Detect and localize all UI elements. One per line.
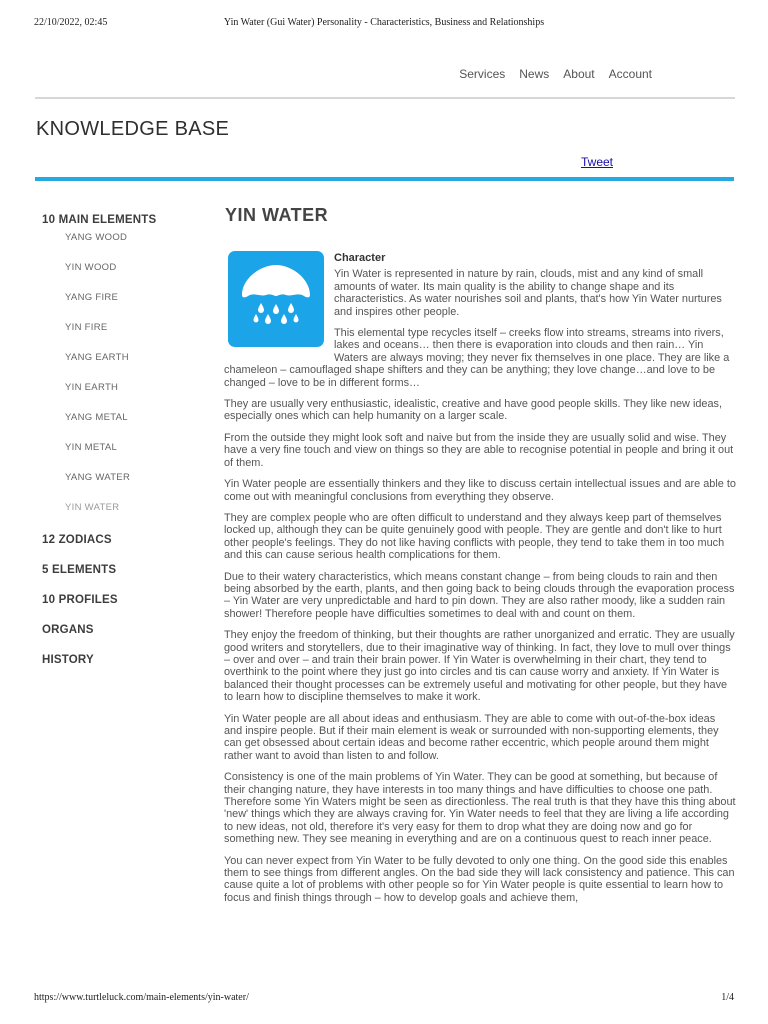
- sidebar-subitem-yin-metal[interactable]: YIN METAL: [65, 442, 118, 453]
- print-url: https://www.turtleluck.com/main-elements/yin-water/: [34, 992, 249, 1003]
- sidebar-item-5-elements[interactable]: 5 ELEMENTS: [42, 564, 117, 576]
- nav-services[interactable]: Services: [459, 67, 506, 81]
- sidebar-subitem-yang-metal[interactable]: YANG METAL: [65, 412, 128, 423]
- article-paragraph: They are usually very enthusiastic, idealistic, creative and have good people skills. They like new ideas, especially ones which can help humanity on a larger scale.: [224, 398, 723, 423]
- nav-about[interactable]: About: [563, 67, 595, 81]
- print-footer: [0, 992, 768, 1008]
- top-nav: [459, 67, 652, 81]
- nav-news[interactable]: News: [519, 67, 550, 81]
- article-paragraph: Yin Water people are all about ideas and enthusiasm. They are able to come with out-of-the-box ideas and inspire people. But if their main element is weak or surrounded with non-supporting elements, they can get obsessed about certain ideas and become rather eccentric, which people around them might rather want to avoid than listen to and follow.: [224, 712, 719, 762]
- article-paragraph: Yin Water people are essentially thinkers and they like to discuss certain intellectual issues and are able to come out with meaningful conclusions from everything they observe.: [224, 478, 736, 503]
- article-heading: YIN WATER: [225, 205, 329, 225]
- sidebar-subitem-yin-fire[interactable]: YIN FIRE: [65, 322, 108, 333]
- sidebar-item-12-zodiacs[interactable]: 12 ZODIACS: [42, 534, 112, 546]
- article-paragraph: They are complex people who are often difficult to understand and they always keep part of themselves locked up, although they can be quite genuinely good with people. They are gentle and don't like to hurt other people's feelings. They do not like having conflicts with people, they tend to take them in too much and this can cause serious health complications for them.: [224, 511, 725, 562]
- nav-account[interactable]: Account: [608, 67, 652, 81]
- sidebar-subitem-yin-wood[interactable]: YIN WOOD: [65, 262, 117, 273]
- sidebar-item-history[interactable]: HISTORY: [42, 654, 94, 666]
- icon-spacer: [224, 252, 334, 352]
- print-header: [0, 17, 768, 33]
- article-paragraph: They enjoy the freedom of thinking, but their thoughts are rather unorganized and erratic. They are usually good writers and storytellers, due to their imaginative way of thinking. In fact, they love to mull over things – over and over – and train their brain power. If Yin Water is overwhelming in their chart, they tend to overthink to the point where they just go into circles and tis can cause worry and anxiety. If Yin Water is balanced their thought processes can be extremely useful and motivating for other people, but they have to learn how to discipline themselves to make it work.: [224, 629, 735, 704]
- header-divider: [35, 97, 735, 99]
- sidebar-subitem-yin-earth[interactable]: YIN EARTH: [65, 382, 119, 393]
- accent-divider: [35, 177, 734, 181]
- print-document-title: Yin Water (Gui Water) Personality - Characteristics, Business and Relationships: [223, 17, 545, 28]
- sidebar: [42, 212, 202, 682]
- article-paragraph: Due to their watery characteristics, which means constant change – from being clouds to rain and then being absorbed by the earth, plants, and then going back to being clouds through the evaporation process – Yin Water are very unpredictable and hard to pin down. They are also rather moody, like a sudden rain shower! Therefore people have difficulties sometimes to deal with and count on them.: [224, 570, 735, 620]
- sidebar-item-10-profiles[interactable]: 10 PROFILES: [42, 594, 118, 606]
- article-paragraph: Yin Water is represented in nature by rain, clouds, mist and any kind of small amounts of water. Its main quality is the ability to change shape and its characteristics. As water nourishes soil and plants, that's how Yin Water nurtures and inspires other people.: [334, 268, 722, 318]
- sidebar-item-organs[interactable]: ORGANS: [42, 624, 94, 636]
- article-paragraph: You can never expect from Yin Water to be fully devoted to only one thing. On the good side this enables them to see things from different angles. On the bad side they will lack consistency and patience. This can cause quite a lot of problems with other people so for Yin Water people is quite essential to learn how to focus and finish things through – how to develop goals and achieve them,: [224, 854, 735, 904]
- print-page-number: 1/4: [721, 992, 734, 1003]
- sidebar-item-10-main-elements[interactable]: 10 MAIN ELEMENTS: [42, 214, 157, 226]
- sidebar-subitem-yang-earth[interactable]: YANG EARTH: [65, 352, 129, 363]
- article-paragraph: Consistency is one of the main problems of Yin Water. They can be good at something, but because of their changing nature, they have interests in too many things and have difficulties to choose one path. Therefore some Yin Waters might be seen as directionless. The real truth is that they have this thing about 'new' things which they are always craving for. Yin Water needs to feel that they are living a life according to new ideas, not old, therefore it's very easy for them to drop what they are doing now and go for something new. They see meaning in everything and are on a continuous quest to reach inner peace.: [224, 771, 736, 846]
- tweet-link[interactable]: Tweet: [581, 155, 614, 169]
- sidebar-subitem-yang-fire[interactable]: YANG FIRE: [65, 292, 119, 303]
- article-subheading: Character: [334, 252, 386, 264]
- article-paragraph: From the outside they might look soft and naive but from the inside they are usually solid and wise. They have a very fine touch and view on things so they are able to recognise potential in people and bring it out of them.: [224, 431, 734, 469]
- sidebar-subitem-yang-water[interactable]: YANG WATER: [65, 472, 131, 483]
- article-body: [224, 252, 736, 913]
- article-paragraph: This elemental type recycles itself – creeks flow into streams, streams into rivers, lakes and oceans… then there is evaporation into clouds and then rain… Yin Waters are always moving; they never fix themselves in one place. They are like a chameleon – camouflaged shape shifters and they can be anything; they love change…and love to be changed – love to be in different forms…: [224, 327, 730, 389]
- print-date: 22/10/2022, 02:45: [34, 17, 108, 28]
- sidebar-subitem-yang-wood[interactable]: YANG WOOD: [65, 232, 128, 243]
- page-title: KNOWLEDGE BASE: [36, 118, 230, 140]
- sidebar-subitem-yin-water[interactable]: YIN WATER: [65, 502, 120, 513]
